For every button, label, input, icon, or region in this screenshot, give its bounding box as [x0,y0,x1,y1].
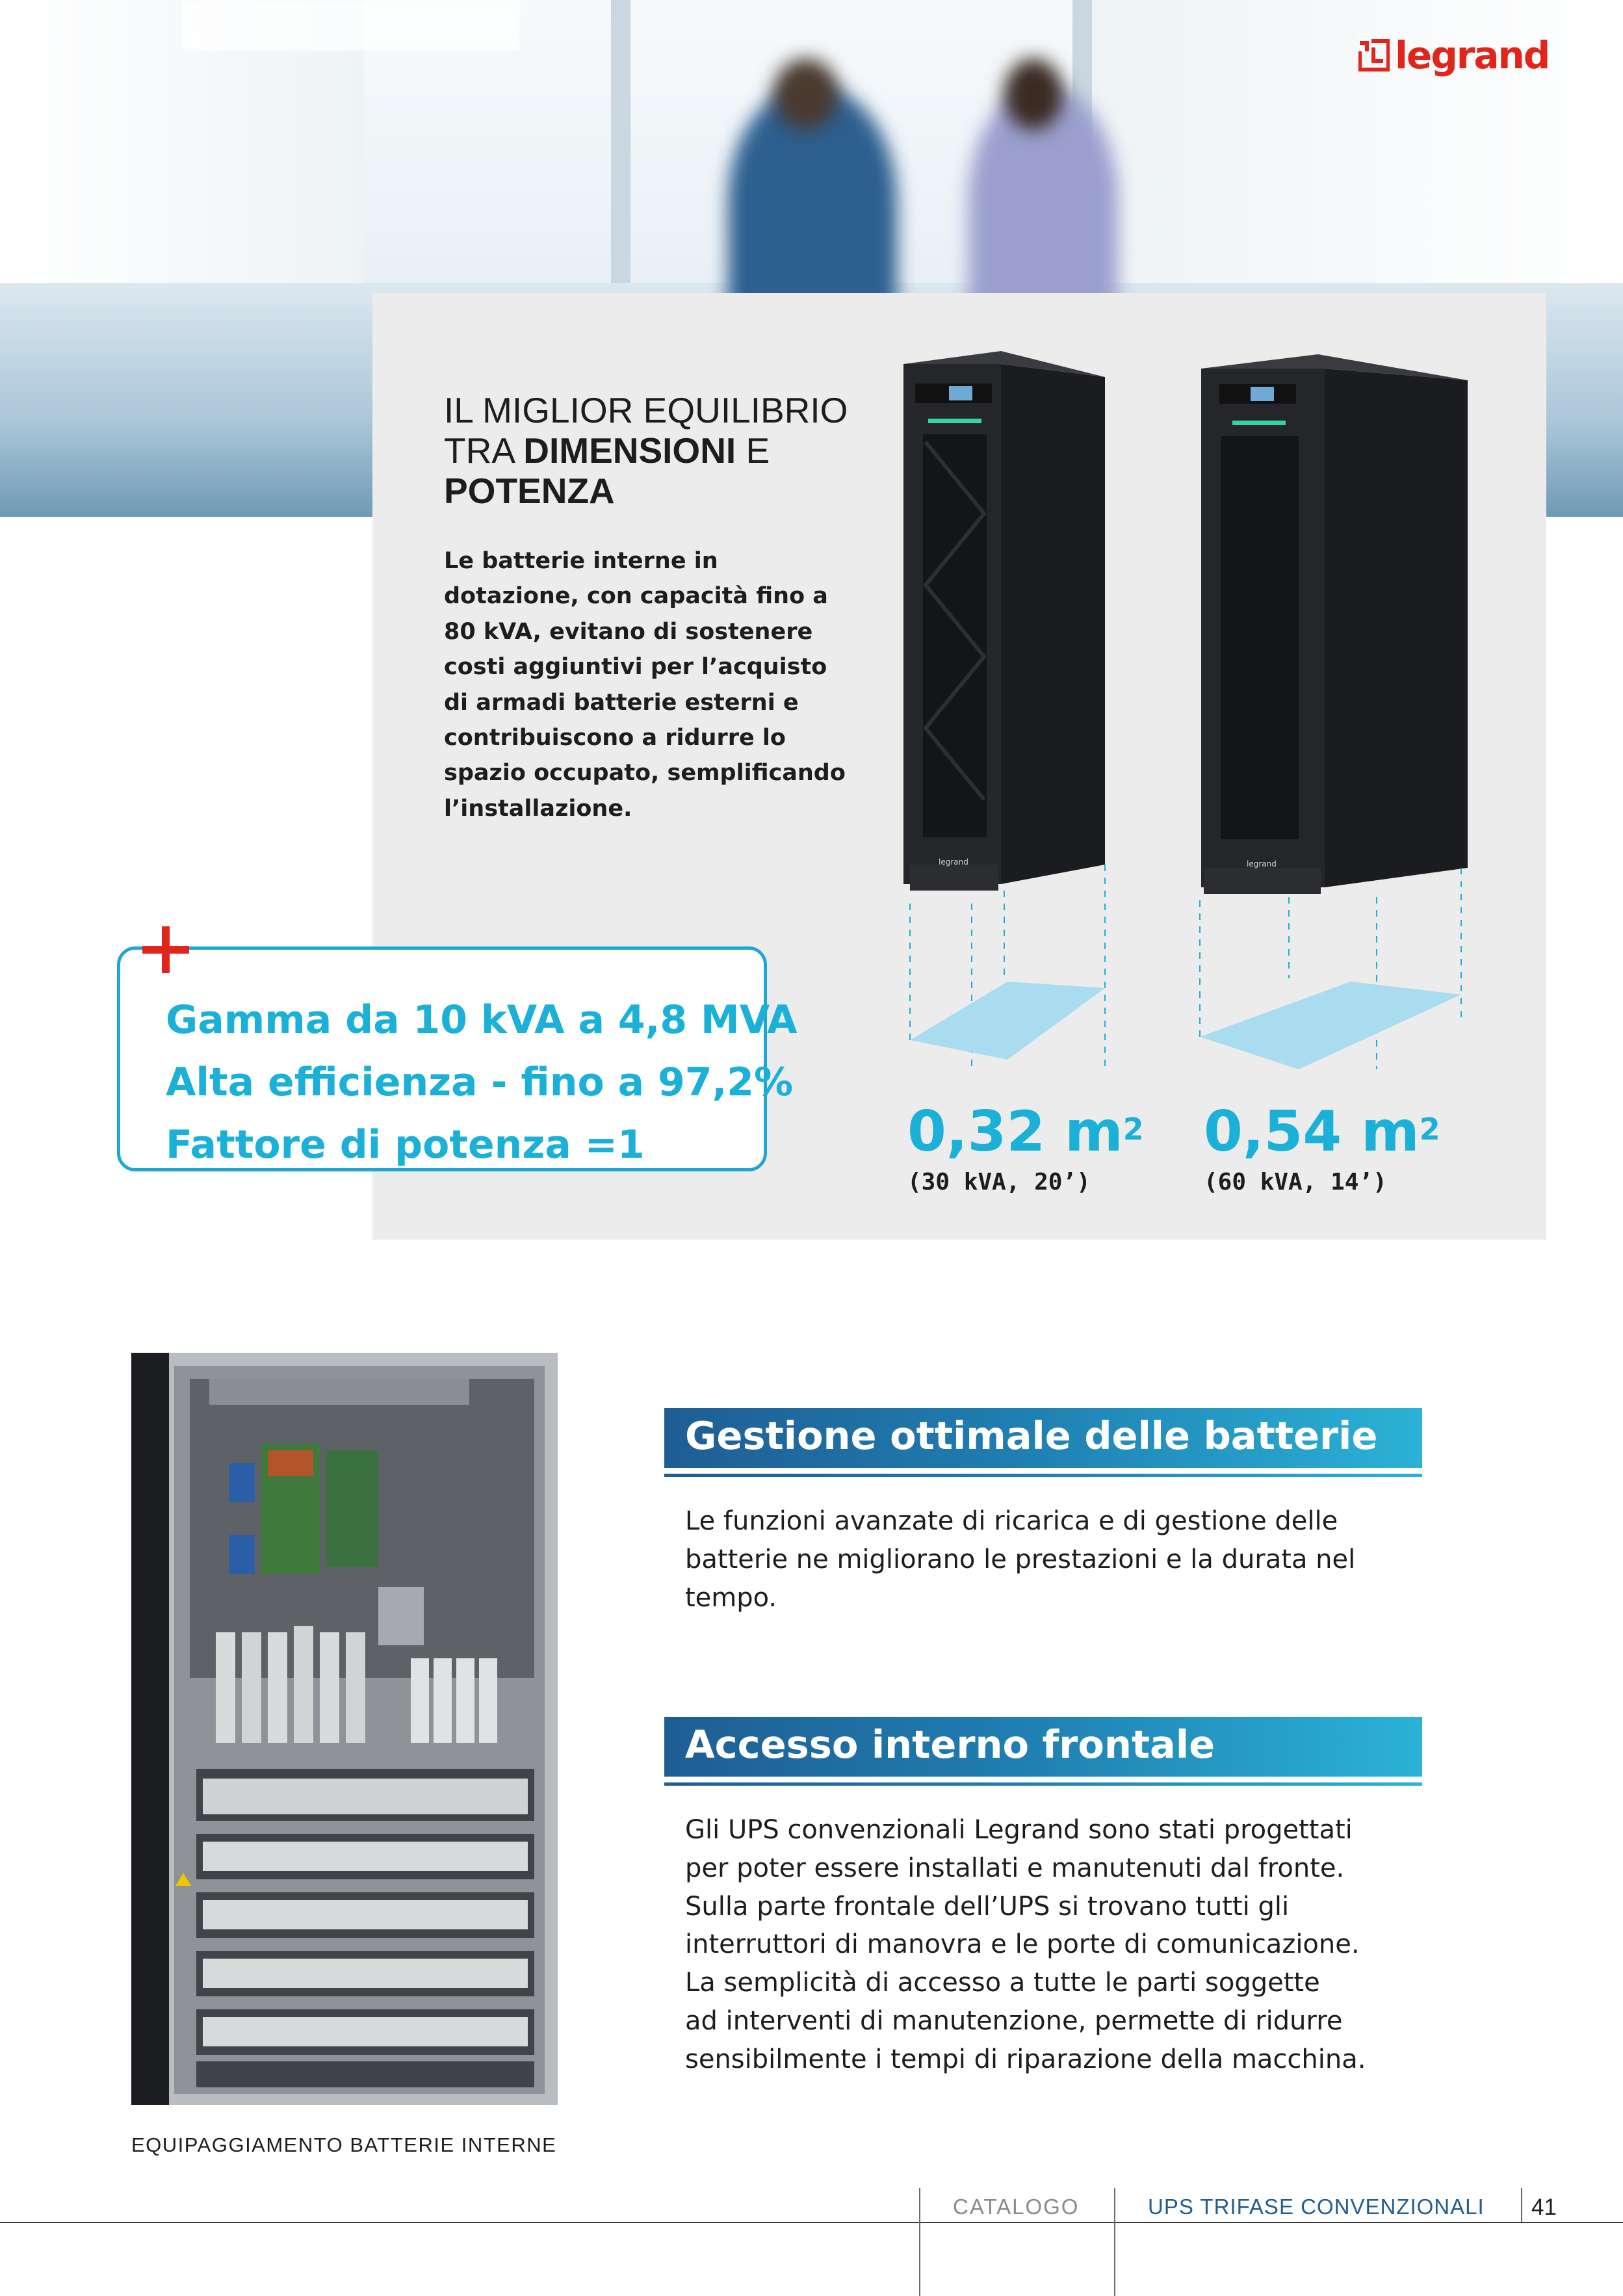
footer-rule [0,2222,1623,2223]
section-body-line: sensibilmente i tempi di riparazione della macchina. [685,2044,1366,2074]
blurred-person-head [773,59,838,130]
highlight-item: Fattore di potenza =1 [166,1122,645,1168]
headline-line2-suffix: E [736,430,770,471]
corridor-door [611,0,630,286]
section-rule [664,1782,1422,1786]
section-body-line: La semplicità di accesso a tutte le parti soggette [685,1968,1320,1998]
battery-trays [196,1769,534,2087]
area-spec-60kva: (60 kVA, 14’) [1204,1169,1387,1195]
headline-line1: IL MIGLIOR EQUILIBRIO [444,390,848,430]
highlight-item: Alta efficienza - fino a 97,2% [166,1060,794,1105]
panel-body-line: contribuiscono a ridurre lo [444,725,786,751]
cabinet-caption: EQUIPAGGIAMENTO BATTERIE INTERNE [131,2133,557,2156]
section-title: Accesso interno frontale [685,1722,1215,1767]
area-spec-30kva: (30 kVA, 20’) [907,1169,1091,1195]
headline-line2-prefix: TRA [444,430,524,471]
panel-body-line: dotazione, con capacità fino a [444,583,828,610]
hero-title-bar [182,0,520,51]
legrand-logo-text: legrand [1395,33,1550,77]
highlights-list [166,989,798,1176]
section-body-line: ad interventi di manutenzione, permette di ridurre [685,2005,1343,2036]
section-body-line: interruttori di manovra e le porte di comunicazione. [685,1929,1360,1960]
highlight-item: Gamma da 10 kVA a 4,8 MVA [166,997,798,1043]
section-body-line: tempo. [685,1582,777,1613]
footer-catalog-label: CATALOGO [953,2195,1080,2219]
section-body-line: Gli UPS convenzionali Legrand sono stati progettati [685,1815,1353,1845]
headline-line2-bold: DIMENSIONI [523,430,736,471]
panel-body-line: costi aggiuntivi per l’acquisto [444,654,827,681]
panel-body-line: l’installazione. [444,795,632,822]
area-exponent: 2 [1123,1112,1144,1147]
highlights-box [117,946,798,1171]
footer-divider [1521,2188,1522,2222]
headline-line3-bold: POTENZA [444,471,615,511]
footer-section-label: UPS TRIFASE CONVENZIONALI [1148,2195,1485,2219]
ups-badge: legrand [939,857,968,867]
area-number: 0,32 m [907,1099,1123,1164]
section-body-front-access [685,1811,1420,2079]
panel-body-line: di armadi batterie esterni e [444,689,799,716]
section-heading-front-access [664,1717,1422,1777]
headline-line3 [444,471,899,511]
ups-unit-60kva [1188,354,1474,1076]
panel-body-line: Le batterie interne in [444,548,718,574]
area-exponent: 2 [1419,1112,1440,1147]
page-number: 41 [1531,2195,1557,2220]
section-heading-batteries [664,1408,1422,1468]
panel-body-text [444,543,860,826]
section-body-line: Sulla parte frontale dell’UPS si trovano tutti gli [685,1891,1290,1922]
plus-icon [140,924,192,976]
footer-divider [919,2188,920,2296]
section-body-line: per poter essere installati e manutenuti dal fronte. [685,1853,1345,1883]
section-body-line: batterie ne migliorano le prestazioni e la durata nel [685,1544,1356,1574]
legrand-logo-icon [1358,38,1390,72]
blurred-person-head [1004,59,1063,130]
footer-divider [1114,2188,1115,2296]
section-rule [664,1474,1422,1477]
panel-headline [444,390,899,511]
area-value-30kva [907,1099,1144,1164]
ups-badge: legrand [1247,859,1277,868]
ups-cabinet-interior-photo [131,1353,558,2105]
section-body-batteries [685,1502,1420,1617]
legrand-logo [1358,33,1549,78]
area-value-60kva [1204,1099,1440,1164]
panel-body-line: 80 kVA, evitano di sostenere [444,618,813,645]
panel-body-line: spazio occupato, semplificando [444,760,846,787]
headline-line2 [444,430,899,471]
area-number: 0,54 m [1204,1099,1420,1164]
ups-unit-30kva [897,351,1118,1073]
section-body-line: Le funzioni avanzate di ricarica e di gestione delle [685,1506,1338,1536]
section-title: Gestione ottimale delle batterie [685,1413,1378,1458]
